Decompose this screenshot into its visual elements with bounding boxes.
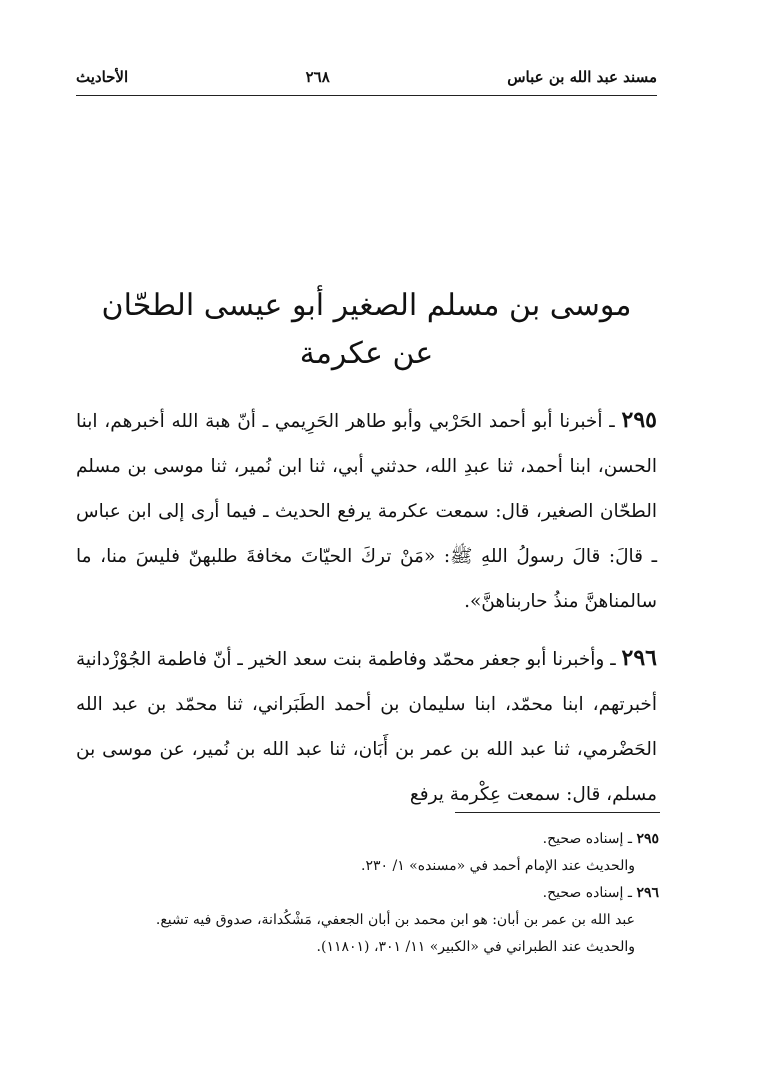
hadith-paragraph	[76, 398, 657, 624]
footnote-295	[76, 826, 659, 853]
footnote-number: ٢٩٥	[636, 831, 659, 847]
footnote-text: ـ إسناده صحيح.	[542, 831, 632, 847]
hadith-text: ـ أخبرنا أبو أحمد الحَرْبي وأبو طاهر الحَرِيمي ـ أنّ هبة الله أخبرهم، ابنا الحسن، ابنا أحمد، ثنا عبدِ الله، حدثني أبي، ثنا ابن نُمير، ثنا موسى بن مسلم الطحّان الصغير، قال: سمعت عكرمة يرفع الحديث ـ فيما أرى إلى ابن عباس ـ قالَ: قالَ رسولُ اللهِ ﷺ: «مَنْ تركَ الحيّاتَ مخافةَ طلبهنّ فليسَ منا، ما سالمناهنَّ منذُ حاربناهنَّ».	[76, 411, 657, 612]
footnote-text: عبد الله بن عمر بن أبان: هو ابن محمد بن أبان الجعفي، مَشْكُدانة، صدوق فيه تشيع.	[155, 912, 635, 928]
main-text	[76, 398, 657, 817]
footnote-divider	[455, 812, 660, 813]
chapter-title	[76, 282, 657, 378]
chapter-title-line-1: موسى بن مسلم الصغير أبو عيسى الطحّان	[101, 288, 632, 323]
header-divider	[76, 95, 657, 96]
footnote-number: ٢٩٦	[636, 885, 659, 901]
footnote-text: والحديث عند الطبراني في «الكبير» ١١/ ٣٠١، (١١٨٠١).	[316, 939, 635, 955]
chapter-title-line-2: عن عكرمة	[299, 336, 434, 371]
page-number: ٢٦٨	[305, 68, 330, 86]
hadith-number: ٢٩٦	[621, 645, 657, 671]
hadith-text: ـ وأخبرنا أبو جعفر محمّد وفاطمة بنت سعد الخير ـ أنّ فاطمة الجُوْزْدانية أخبرتهم، ابنا محمّد، ابنا سليمان بن أحمد الطَبَراني، ثنا محمّد بن عبد الله الحَضْرمي، ثنا عبد الله بن عمر بن أَبَان، ثنا عبد الله بن نُمير، عن موسى بن مسلم، قال: سمعت عِكْرمة يرفع	[76, 649, 657, 805]
running-head	[76, 64, 657, 90]
running-head-section: الأحاديث	[76, 68, 129, 86]
footnotes	[76, 826, 659, 961]
footnote-text: والحديث عند الإمام أحمد في «مسنده» ١/ ٢٣٠.	[361, 858, 635, 874]
footnote-text: ـ إسناده صحيح.	[542, 885, 632, 901]
footnote-296	[76, 880, 659, 907]
hadith-number: ٢٩٥	[621, 407, 657, 433]
running-head-book-title: مسند عبد الله بن عباس	[507, 68, 657, 86]
hadith-paragraph	[76, 636, 657, 817]
